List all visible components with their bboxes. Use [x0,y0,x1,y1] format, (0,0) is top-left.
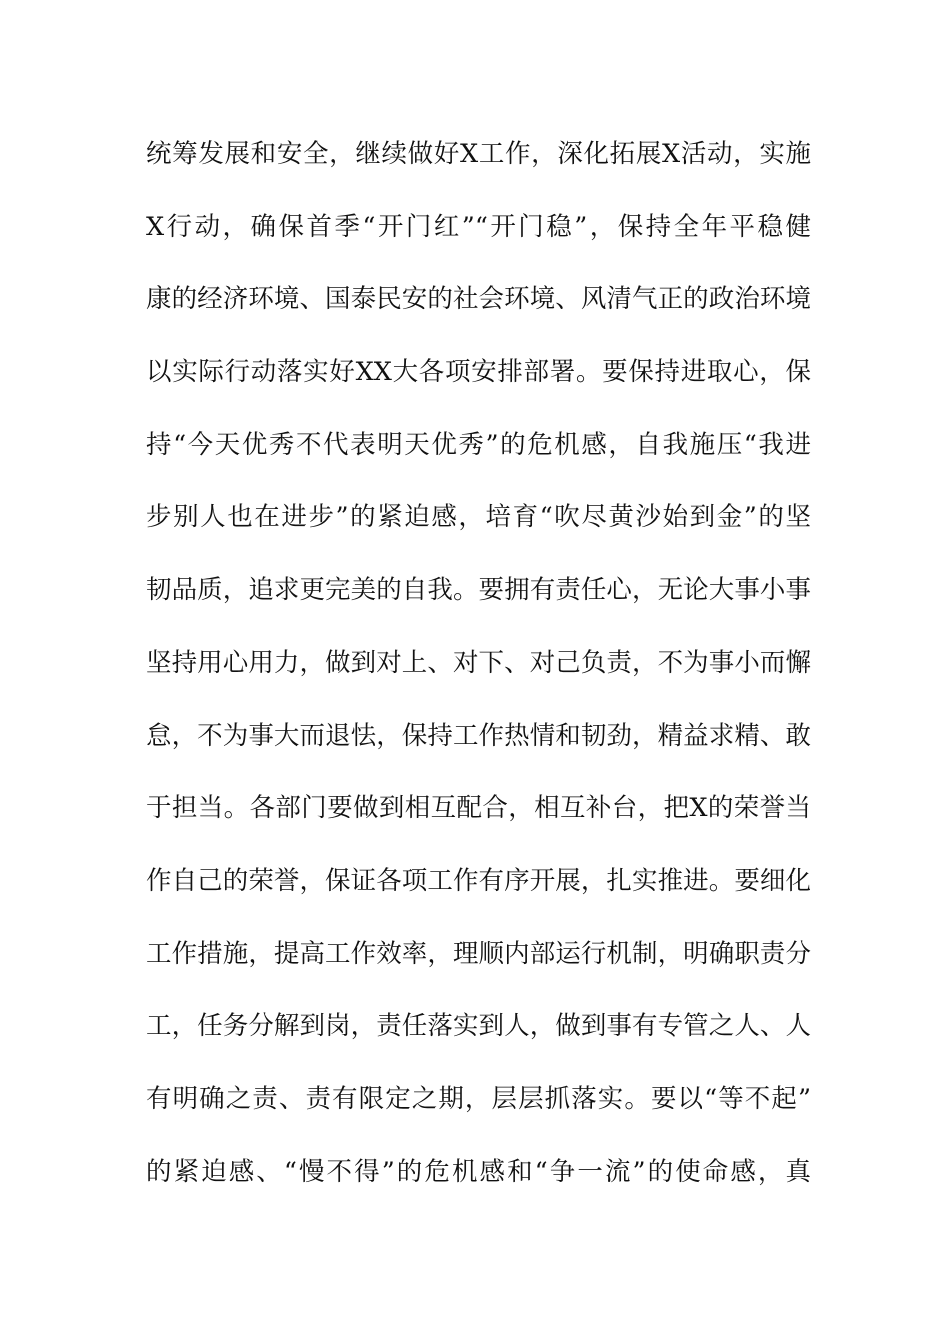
text-line: 工作措施，提高工作效率，理顺内部运行机制，明确职责分 [146,938,811,969]
text-line: X行动，确保首季“开门红”“开门稳”，保持全年平稳健 [146,211,811,242]
text-line: 的紧迫感、“慢不得”的危机感和“争一流”的使命感，真 [146,1156,811,1187]
text-line: 以实际行动落实好XX大各项安排部署。要保持进取心，保 [146,357,811,388]
body-paragraph [146,128,811,1218]
text-line: 统筹发展和安全，继续做好X工作，深化拓展X活动，实施 [146,139,811,169]
text-line: 工，任务分解到岗，责任落实到人，做到事有专管之人、人 [146,1011,811,1042]
text-line: 韧品质，追求更完美的自我。要拥有责任心，无论大事小事 [146,575,811,606]
text-line: 于担当。各部门要做到相互配合，相互补台，把X的荣誉当 [146,793,811,824]
text-line: 康的经济环境、国泰民安的社会环境、风清气正的政治环境 [146,284,811,315]
text-line: 有明确之责、责有限定之期，层层抓落实。要以“等不起” [146,1083,811,1114]
text-line: 坚持用心用力，做到对上、对下、对己负责，不为事小而懈 [146,647,811,678]
text-line: 作自己的荣誉，保证各项工作有序开展，扎实推进。要细化 [146,865,811,896]
text-line: 怠，不为事大而退怯，保持工作热情和韧劲，精益求精、敢 [146,720,811,751]
text-line: 持“今天优秀不代表明天优秀”的危机感，自我施压“我进 [146,429,811,460]
text-line: 步别人也在进步”的紧迫感，培育“吹尽黄沙始到金”的坚 [146,502,811,533]
